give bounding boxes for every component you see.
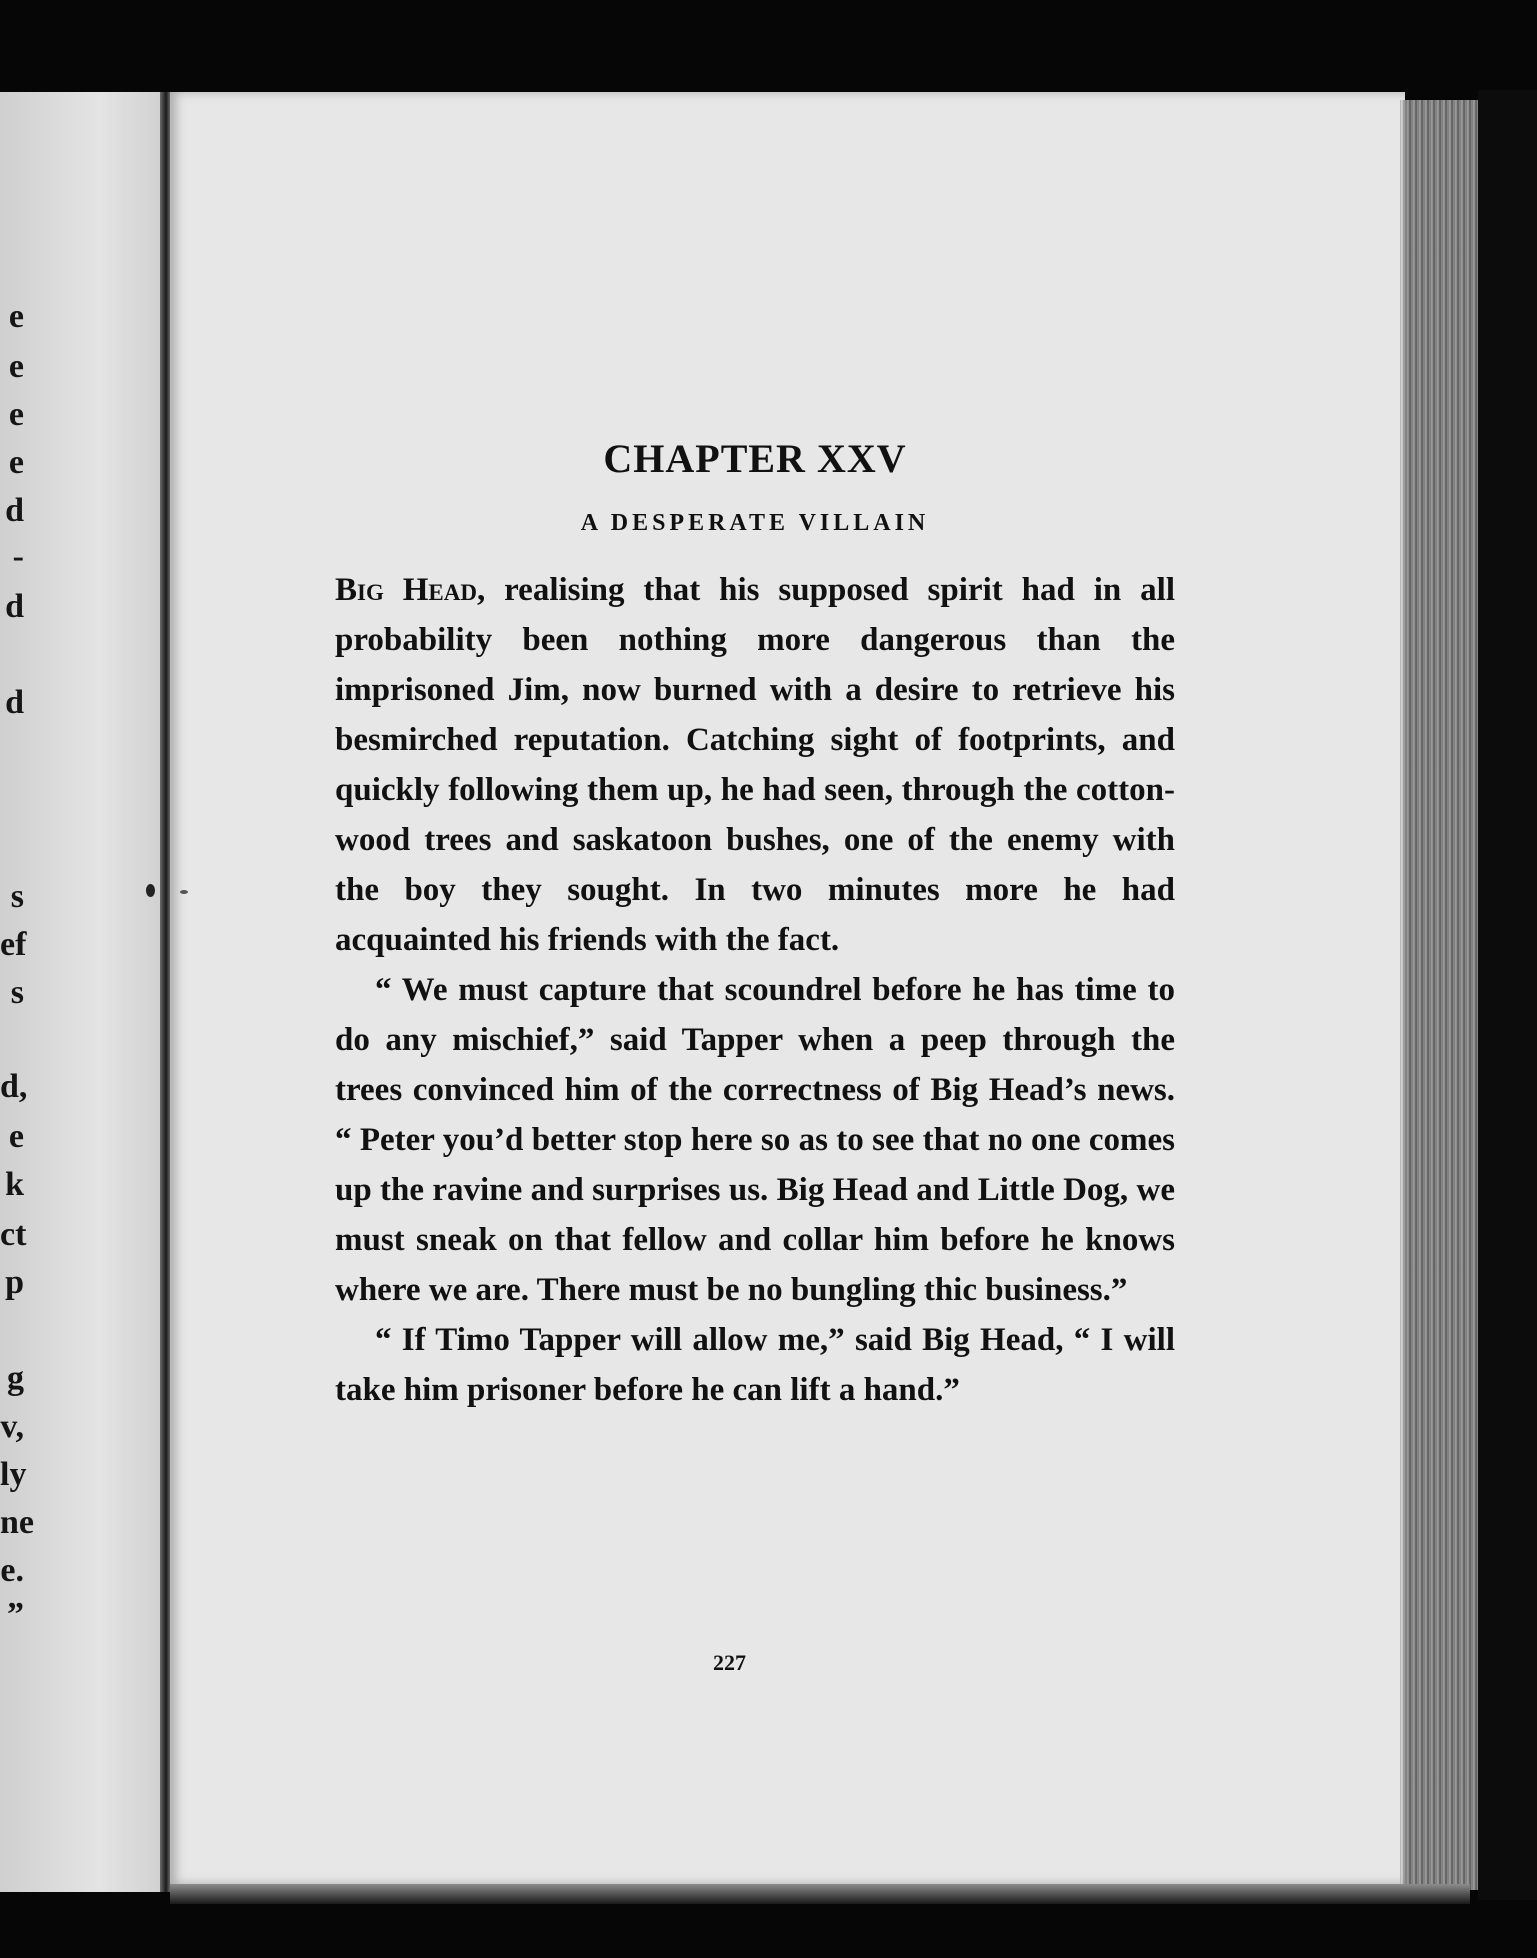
scan-background-edge: [1478, 90, 1537, 1900]
left-fragment: k: [5, 1166, 24, 1203]
page-edges: [1400, 100, 1480, 1890]
page-text: [335, 430, 1175, 1415]
paragraph-lead: Big Head: [335, 572, 477, 608]
left-fragment: p: [5, 1264, 24, 1301]
left-fragment: ne: [0, 1504, 34, 1541]
left-fragment: d,: [0, 1068, 28, 1105]
left-fragment: e: [8, 444, 24, 481]
left-fragment: ly: [0, 1456, 27, 1493]
left-fragment: ”: [7, 1596, 24, 1633]
left-fragment: ef: [0, 926, 27, 963]
paragraph-body: , realising that his supposed spirit had in all probability been nothing more dangerous than the imprisoned Jim, now burned with a desire to retrieve his besmirched reputation. Catching sight of footprints, and quickly following them up, he had seen, through the cotton-wood trees and saskatoon bushes, one of the enemy with the boy they sought. In two minutes more he had acquainted his friends with the fact.: [335, 572, 1175, 958]
left-fragment: s: [10, 878, 24, 915]
left-fragment: e: [8, 396, 24, 433]
paragraph-3: “ If Timo Tapper will allow me,” said Big Head, “ I will take him prisoner before he can lift a hand.”: [335, 1322, 1175, 1408]
left-fragment: d: [5, 492, 24, 529]
left-fragment: e.: [0, 1552, 24, 1589]
paragraph-2: “ We must capture that scoundrel before he has time to do any mischief,” said Tapper when a peep through the trees convinced him of the correctness of Big Head’s news. “ Peter you’d better stop here so as to see that no one comes up the ravine and surprises us. Big Head and Little Dog, we must sneak on that fellow and collar him before he knows where we are. There must be no bungling thic business.”: [335, 972, 1175, 1308]
left-fragment: v,: [0, 1408, 24, 1445]
left-fragment: ct: [0, 1216, 27, 1253]
scan-speck: [180, 890, 188, 894]
left-fragment: -: [12, 538, 24, 575]
chapter-subtitle: A DESPERATE VILLAIN: [580, 510, 930, 536]
left-fragment: e: [8, 348, 24, 385]
paragraph-1: [335, 565, 1175, 965]
left-fragment: g: [7, 1360, 24, 1397]
left-fragment: d: [5, 684, 24, 721]
page-bottom-shadow: [170, 1884, 1470, 1904]
left-fragment: s: [10, 974, 24, 1011]
scan-speck: [146, 884, 155, 897]
page-number: 227: [713, 1650, 746, 1675]
left-fragment: e: [8, 298, 24, 335]
chapter-title: CHAPTER XXV: [603, 436, 907, 481]
left-page-fragment: [0, 92, 165, 1892]
left-fragment: d: [5, 588, 24, 625]
left-fragment: e: [8, 1118, 24, 1155]
